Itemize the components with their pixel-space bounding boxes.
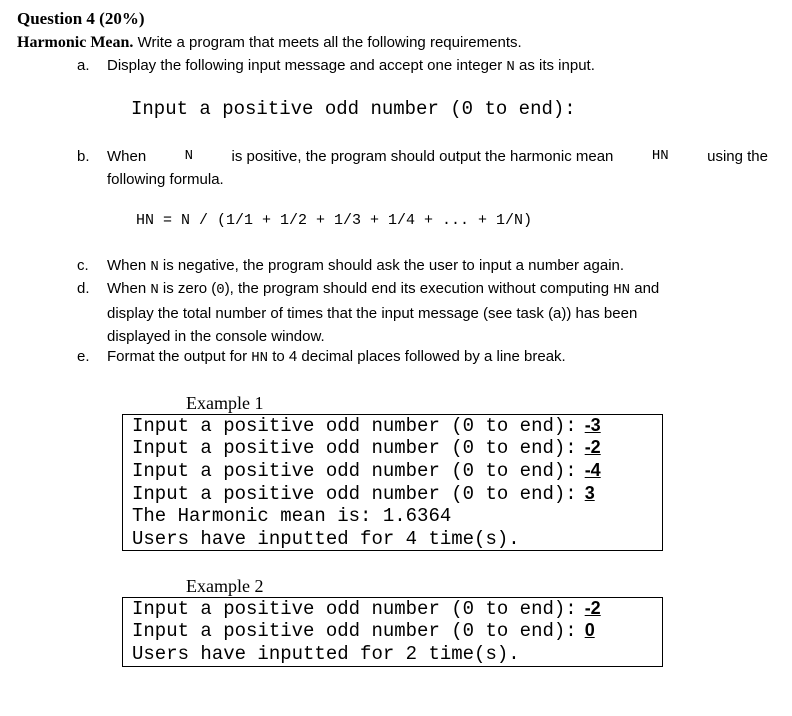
item-d-text2: is zero ( xyxy=(158,280,217,297)
example2-prompt-1: Input a positive odd number (0 to end): xyxy=(132,598,577,620)
example1-line-1 xyxy=(132,415,601,437)
item-e-label: e. xyxy=(77,348,90,365)
example1-answer-3: -4 xyxy=(584,460,601,480)
item-c-code: N xyxy=(150,259,159,275)
example1-line-2 xyxy=(132,437,601,459)
example1-answer-4: 3 xyxy=(584,483,595,503)
item-b-w2: is positive, the program should output the harmonic mean xyxy=(231,148,614,165)
example1-result: The Harmonic mean is: 1.6364 xyxy=(132,505,452,527)
item-b-w3: using the xyxy=(707,148,768,165)
item-d-line2: display the total number of times that the input message (see task (a)) has been xyxy=(107,305,638,322)
item-b-text xyxy=(107,145,768,191)
example2-count: Users have inputted for 2 time(s). xyxy=(132,643,520,665)
example2-title: Example 2 xyxy=(186,576,264,596)
question-heading: Harmonic Mean. xyxy=(17,34,134,51)
example2-answer-1: -2 xyxy=(584,598,601,618)
item-b-line2: following formula. xyxy=(107,171,224,188)
item-e-text1: Format the output for xyxy=(107,348,252,365)
example1-line-3 xyxy=(132,460,601,482)
example1-prompt-1: Input a positive odd number (0 to end): xyxy=(132,415,577,437)
example1-count: Users have inputted for 4 time(s). xyxy=(132,528,520,550)
example1-answer-1: -3 xyxy=(584,415,601,435)
item-a-text1: Display the following input message and accept one integer xyxy=(107,57,507,74)
item-b-line1 xyxy=(107,145,768,168)
input-prompt-sample: Input a positive odd number (0 to end): xyxy=(131,98,576,120)
item-e-code: HN xyxy=(251,350,269,366)
example2-line-1 xyxy=(132,598,601,620)
item-d-line1 xyxy=(107,277,659,302)
item-a-label: a. xyxy=(77,57,90,74)
example1-prompt-4: Input a positive odd number (0 to end): xyxy=(132,483,577,505)
example1-title: Example 1 xyxy=(186,393,264,413)
item-b-w1: When xyxy=(107,148,147,165)
item-d-text3: ), the program should end its execution without computing xyxy=(224,280,614,297)
example2-line-2 xyxy=(132,620,595,642)
item-c-text2: is negative, the program should ask the user to input a number again. xyxy=(158,257,625,274)
item-d-label: d. xyxy=(77,280,90,297)
example1-line-4 xyxy=(132,483,595,505)
item-a-text2: as its input. xyxy=(514,57,595,74)
item-d-code2: 0 xyxy=(216,282,225,298)
item-d-text4: and xyxy=(630,280,660,297)
item-d-text xyxy=(107,277,659,348)
item-d-code1: N xyxy=(150,282,159,298)
example2-prompt-2: Input a positive odd number (0 to end): xyxy=(132,620,577,642)
item-b-label: b. xyxy=(77,148,90,165)
example1-prompt-2: Input a positive odd number (0 to end): xyxy=(132,437,577,459)
example2-answer-2: 0 xyxy=(584,620,595,640)
example1-console xyxy=(122,414,663,551)
item-e-text xyxy=(107,345,566,370)
item-d-text1: When xyxy=(107,280,151,297)
example1-prompt-3: Input a positive odd number (0 to end): xyxy=(132,460,577,482)
item-b-code2: HN xyxy=(651,148,669,164)
example2-console xyxy=(122,597,663,667)
item-b-code1: N xyxy=(184,148,194,164)
item-d-line3: displayed in the console window. xyxy=(107,328,325,345)
question-intro xyxy=(17,34,522,52)
item-c-text xyxy=(107,254,624,279)
item-a-text xyxy=(107,54,595,79)
item-c-label: c. xyxy=(77,257,89,274)
question-intro-text: Write a program that meets all the following requirements. xyxy=(133,34,522,51)
example1-answer-2: -2 xyxy=(584,437,601,457)
item-d-code3: HN xyxy=(613,282,631,298)
formula: HN = N / (1/1 + 1/2 + 1/3 + 1/4 + ... + 1/N) xyxy=(136,212,533,229)
question-title: Question 4 (20%) xyxy=(17,9,145,28)
item-e-text2: to 4 decimal places followed by a line break. xyxy=(268,348,566,365)
item-a-code: N xyxy=(506,59,515,75)
item-c-text1: When xyxy=(107,257,151,274)
